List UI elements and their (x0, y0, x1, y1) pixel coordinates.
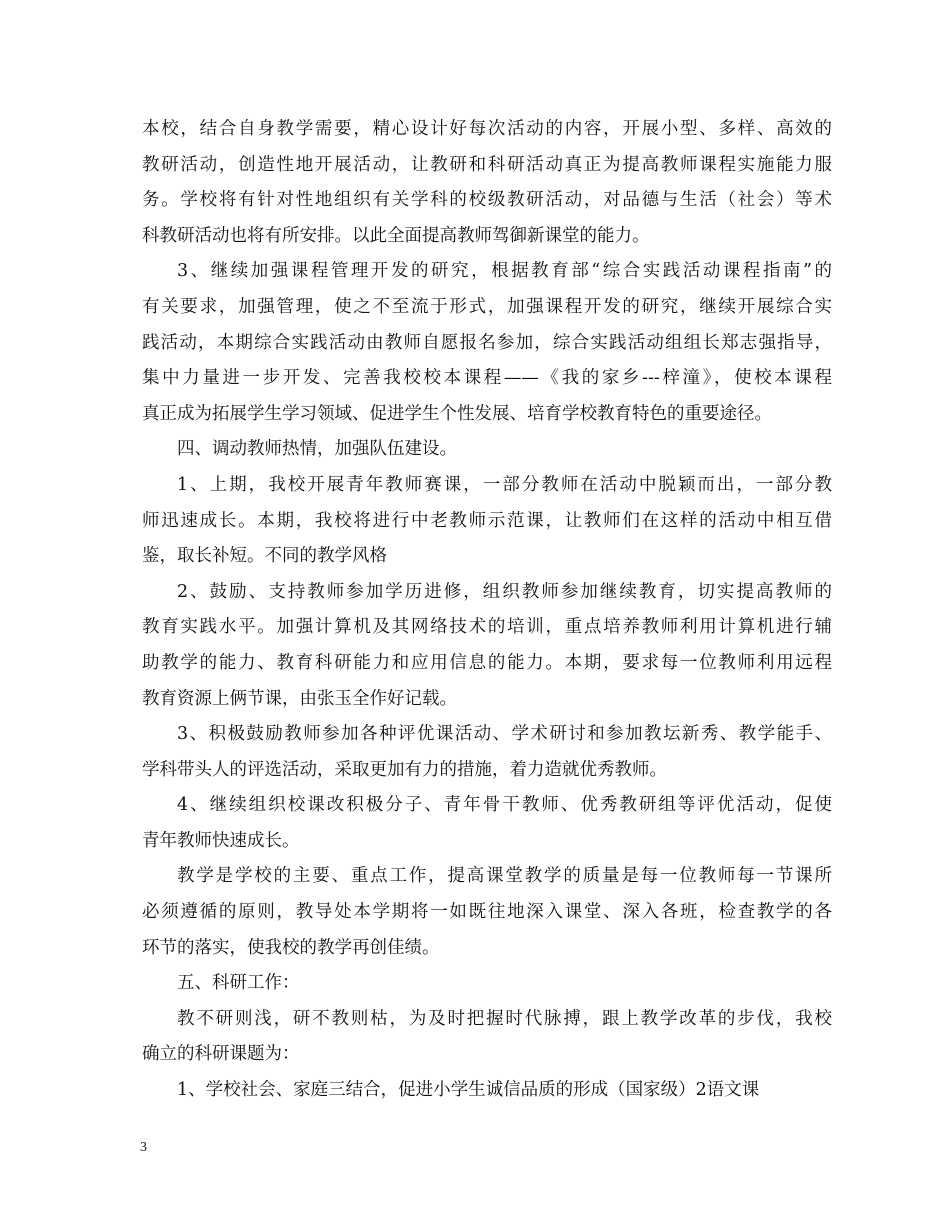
text-line: 确立的科研课题为： (142, 1044, 300, 1065)
paragraph (142, 254, 832, 432)
paragraph (142, 575, 832, 717)
text-line: 1、学校社会、家庭三结合，促进小学生诚信品质的形成（国家级）2语文课 (177, 1080, 760, 1101)
paragraph (142, 717, 832, 788)
document-body (142, 112, 832, 1109)
text-line: 师迅速成长。本期，我校将进行中老教师示范课，让教师们在这样的活动中相互借 (142, 510, 832, 531)
text-line: 助教学的能力、教育科研能力和应用信息的能力。本期，要求每一位教师利用远程 (142, 652, 832, 673)
text-line: 教学是学校的主要、重点工作，提高课堂教学的质量是每一位教师每一节课所 (177, 866, 832, 887)
text-line: 集中力量进一步开发、完善我校校本课程——《我的家乡---梓潼》，使校本课程 (142, 368, 832, 389)
text-line: 鉴，取长补短。不同的教学风格 (142, 546, 387, 567)
paragraph (142, 112, 832, 254)
text-line: 教不研则浅，研不教则枯，为及时把握时代脉搏，跟上教学改革的步伐，我校 (177, 1008, 832, 1029)
text-line: 本校，结合自身教学需要，精心设计好每次活动的内容，开展小型、多样、高效的 (142, 119, 832, 139)
paragraph (142, 468, 832, 575)
paragraph (142, 788, 832, 859)
text-line: 科教研活动也将有所安排。以此全面提高教师驾御新课堂的能力。 (142, 225, 650, 246)
text-line: 教育实践水平。加强计算机及其网络技术的培训，重点培养教师利用计算机进行辅 (142, 617, 832, 638)
text-line: 有关要求，加强管理，使之不至流于形式，加强课程开发的研究，继续开展综合实 (142, 296, 832, 317)
paragraph (142, 432, 832, 468)
paragraph (142, 1002, 832, 1073)
text-line: 环节的落实，使我校的教学再创佳绩。 (142, 937, 440, 958)
text-line: 践活动，本期综合实践活动由教师自愿报名参加，综合实践活动组组长郑志强指导， (142, 332, 832, 353)
text-line: 五、科研工作： (177, 973, 300, 994)
text-line: 必须遵循的原则，教导处本学期将一如既往地深入课堂、深入各班，检查教学的各 (142, 902, 832, 923)
paragraph (142, 1073, 832, 1109)
text-line: 3、继续加强课程管理开发的研究，根据教育部“综合实践活动课程指南”的 (177, 261, 832, 282)
paragraph (142, 966, 832, 1002)
text-line: 学科带头人的评选活动，采取更加有力的措施，着力造就优秀教师。 (142, 759, 667, 780)
page-number: 3 (140, 1140, 147, 1155)
text-line: 真正成为拓展学生学习领域、促进学生个性发展、培育学校教育特色的重要途径。 (142, 403, 772, 424)
text-line: 四、调动教师热情，加强队伍建设。 (177, 439, 457, 460)
text-line: 务。学校将有针对性地组织有关学科的校级教研活动，对品德与生活（社会）等术 (142, 190, 832, 211)
text-line: 教育资源上俩节课，由张玉全作好记载。 (142, 688, 457, 709)
text-line: 青年教师快速成长。 (142, 830, 300, 851)
text-line: 教研活动，创造性地开展活动，让教研和科研活动真正为提高教师课程实施能力服 (142, 154, 832, 175)
text-line: 4、继续组织校课改积极分子、青年骨干教师、优秀教研组等评优活动，促使 (177, 795, 832, 816)
text-line: 1、上期，我校开展青年教师赛课，一部分教师在活动中脱颖而出，一部分教 (177, 474, 832, 495)
text-line: 2、鼓励、支持教师参加学历进修，组织教师参加继续教育，切实提高教师的 (177, 581, 832, 602)
text-line: 3、积极鼓励教师参加各种评优课活动、学术研讨和参加教坛新秀、教学能手、 (177, 724, 832, 745)
paragraph (142, 859, 832, 966)
